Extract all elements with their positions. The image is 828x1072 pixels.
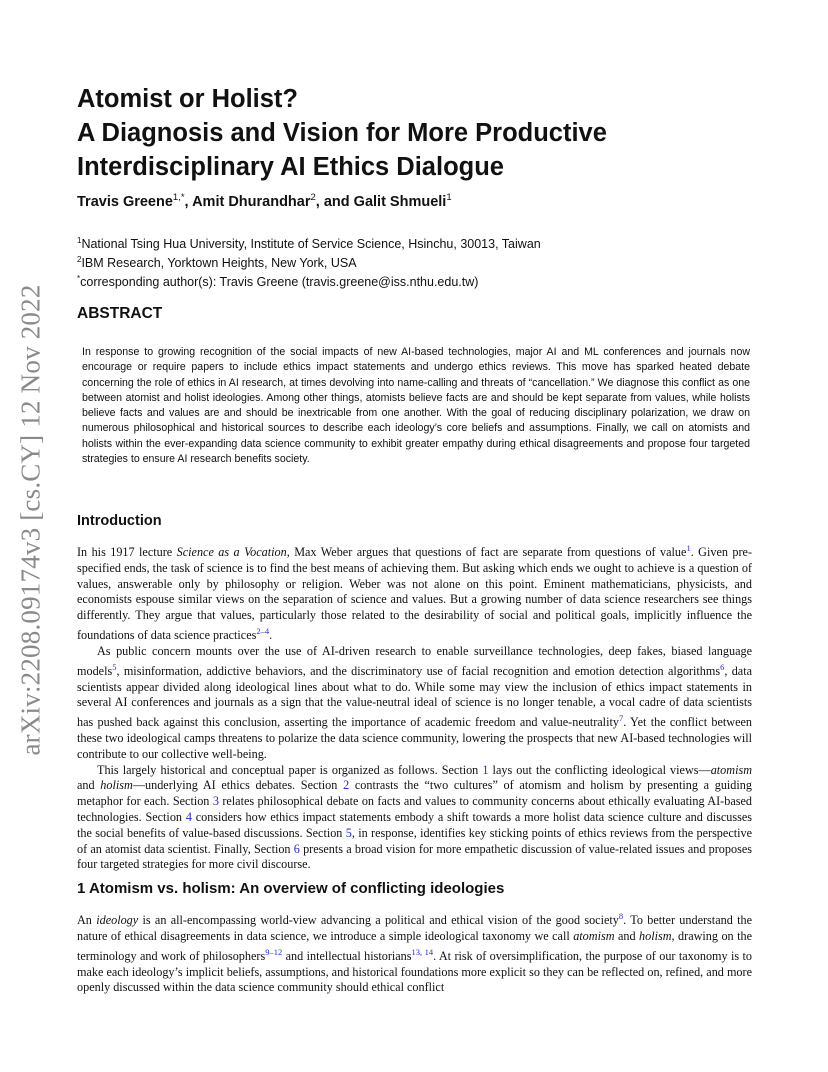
affiliation-line: $^1$National Tsing Hua University, Institute of Service Science, Hsinchu, 30013, Taiwan <box>77 236 541 252</box>
section-ref-link[interactable]: 4 <box>185 810 192 824</box>
abstract-heading: ABSTRACT <box>77 305 163 322</box>
emphasis: atomism <box>710 762 752 777</box>
citation-link[interactable]: 5 <box>112 661 117 672</box>
citation-link[interactable]: 6 <box>720 661 725 672</box>
paragraph: In his 1917 lecture Science as a Vocation, Max Weber argues that questions of fact are separate from questions of value$^1$. Given pre-specified ends, the task of science is to find the best means of achieving them. But asking which ends we ought to achieve is a question of values, answerable only by philosophy or religion. Weber was not alone on this point. Eminent mathematicians, physicists, and economists espouse similar views on the separation of science and values. But a growing number of data science researchers see things differently. They argue that values, particularly those related to the desirability of social and political goals, implicitly influence the foundations of data science practices$^{2-4}$. <box>77 543 753 643</box>
author-name: Travis Greene <box>77 193 173 210</box>
affiliation-marker: 1 <box>446 192 452 203</box>
citation-link[interactable]: 13, 14 <box>411 946 434 957</box>
citation-link[interactable]: 8 <box>618 911 624 921</box>
emphasis: ideology <box>96 913 139 928</box>
title-line: A Diagnosis and Vision for More Productive <box>77 119 607 147</box>
author-name: Galit Shmueli <box>353 193 447 210</box>
paper-title <box>77 82 777 184</box>
citation-link[interactable]: 9–12 <box>265 946 283 957</box>
author-list: Travis Greene$^{1,*}$, Amit Dhurandhar$^2$, and Galit Shmueli$^1$ <box>77 192 452 210</box>
citation-link[interactable]: 2–4 <box>256 626 270 637</box>
citation-link[interactable]: 7 <box>618 713 624 724</box>
arxiv-identifier-watermark: arXiv:2208.09174v3 [cs.CY] 12 Nov 2022 <box>15 284 46 756</box>
paragraph: This largely historical and conceptual paper is organized as follows. Section 1 lays out the conflicting ideological views—atomism and holism—underlying AI ethics debates. Section 2 contrasts the “two cultures” of atomism and holism by presenting a guiding metaphor for each. Section 3 relates philosophical debate on facts and values to community concerns about ethically evaluating AI-based technologies. Section 4 considers how ethics impact statements embody a shift towards a more holist data science culture and discusses the social benefits of value-based discussions. Section 5, in response, identifies key sticking points of ethics reviews from the perspective of an atomist data scientist. Finally, Section 6 presents a broad vision for more empathetic discussion of value-related issues and proposes four targeted strategies for more civil discourse. <box>77 762 753 872</box>
emphasis: Science as a Vocation <box>176 545 287 560</box>
section-ref-link[interactable]: 2 <box>343 778 350 793</box>
emphasis: atomism <box>573 928 615 943</box>
corresponding-author-line: *corresponding author(s): Travis Greene (travis.greene@iss.nthu.edu.tw) <box>77 274 479 290</box>
section-ref-link[interactable]: 6 <box>293 841 300 856</box>
affiliation-line: $^2$IBM Research, Yorktown Heights, New York, USA <box>77 255 357 271</box>
title-line: Interdisciplinary AI Ethics Dialogue <box>77 153 504 181</box>
affiliations <box>77 233 541 290</box>
paragraph: An ideology is an all-encompassing world-view advancing a political and ethical vision of the good society$^8$. To better understand the nature of ethical disagreements in data science, we introduce a simple ideological taxonomy we call atomism and holism, drawing on the terminology and work of philosophers$^{9-12}$ and intellectual historians$^{13, 14}$. At risk of oversimplification, the purpose of our taxonomy is to make each ideology’s implicit beliefs, assumptions, and historical foundations more explicit so they can be reflected on, refined, and more openly discussed within the data science community should ethical conflict <box>77 911 752 995</box>
section-1-heading: 1 Atomism vs. holism: An overview of conflicting ideologies <box>77 880 505 897</box>
introduction-heading: Introduction <box>77 513 162 529</box>
citation-link[interactable]: 1 <box>686 543 691 553</box>
affiliation-marker: 2 <box>310 192 316 203</box>
section-ref-link[interactable]: 5 <box>345 825 352 840</box>
title-line: Atomist or Holist? <box>77 85 298 113</box>
emphasis: holism <box>639 928 672 943</box>
emphasis: holism <box>100 778 133 793</box>
abstract-text: In response to growing recognition of the social impacts of new AI-based technologies, major AI and ML conferences and journals now encourage or require papers to include ethics impact statements and undergo ethics reviews. This move has sparked heated debate concerning the role of ethics in AI research, at times devolving into name-calling and threats of “cancellation.” We diagnose this conflict as one between atomist and holist ideologies. Among other things, atomists believe facts are and should be kept separate from values, while holists believe facts and values are and should be inextricable from one another. With the goal of reducing disciplinary polarization, we draw on numerous philosophical and historical sources to describe each ideology’s core beliefs and assumptions. Finally, we call on atomists and holists within the ever-expanding data science community to exhibit greater empathy during ethical disagreements and propose four targeted strategies to ensure AI research benefits society. <box>82 346 750 466</box>
affiliation-marker: 1,* <box>172 192 185 203</box>
paragraph: As public concern mounts over the use of AI-driven research to enable surveillance technologies, deep fakes, biased language models$^5$, misinformation, addictive behaviors, and the discriminatory use of facial recognition and emotion detection algorithms$^6$, data scientists appear divided along ideological lines about what to do. While some may view the inclusion of ethics impact statements in several AI conferences and journals as a sign that the value-neutral ideal of science is no longer tenable, a vocal cadre of data scientists has pushed back against this conclusion, asserting the importance of academic freedom and value-neutrality$^7$. Yet the conflict between these two ideological camps threatens to polarize the data science community, lowering the prospects that new AI-based technologies will contribute to our collective well-being. <box>77 643 752 761</box>
introduction-body <box>77 541 752 873</box>
section-1-body <box>77 909 752 996</box>
author-name: Amit Dhurandhar <box>192 193 311 210</box>
section-ref-link[interactable]: 3 <box>212 794 219 809</box>
section-ref-link[interactable]: 1 <box>482 762 489 777</box>
